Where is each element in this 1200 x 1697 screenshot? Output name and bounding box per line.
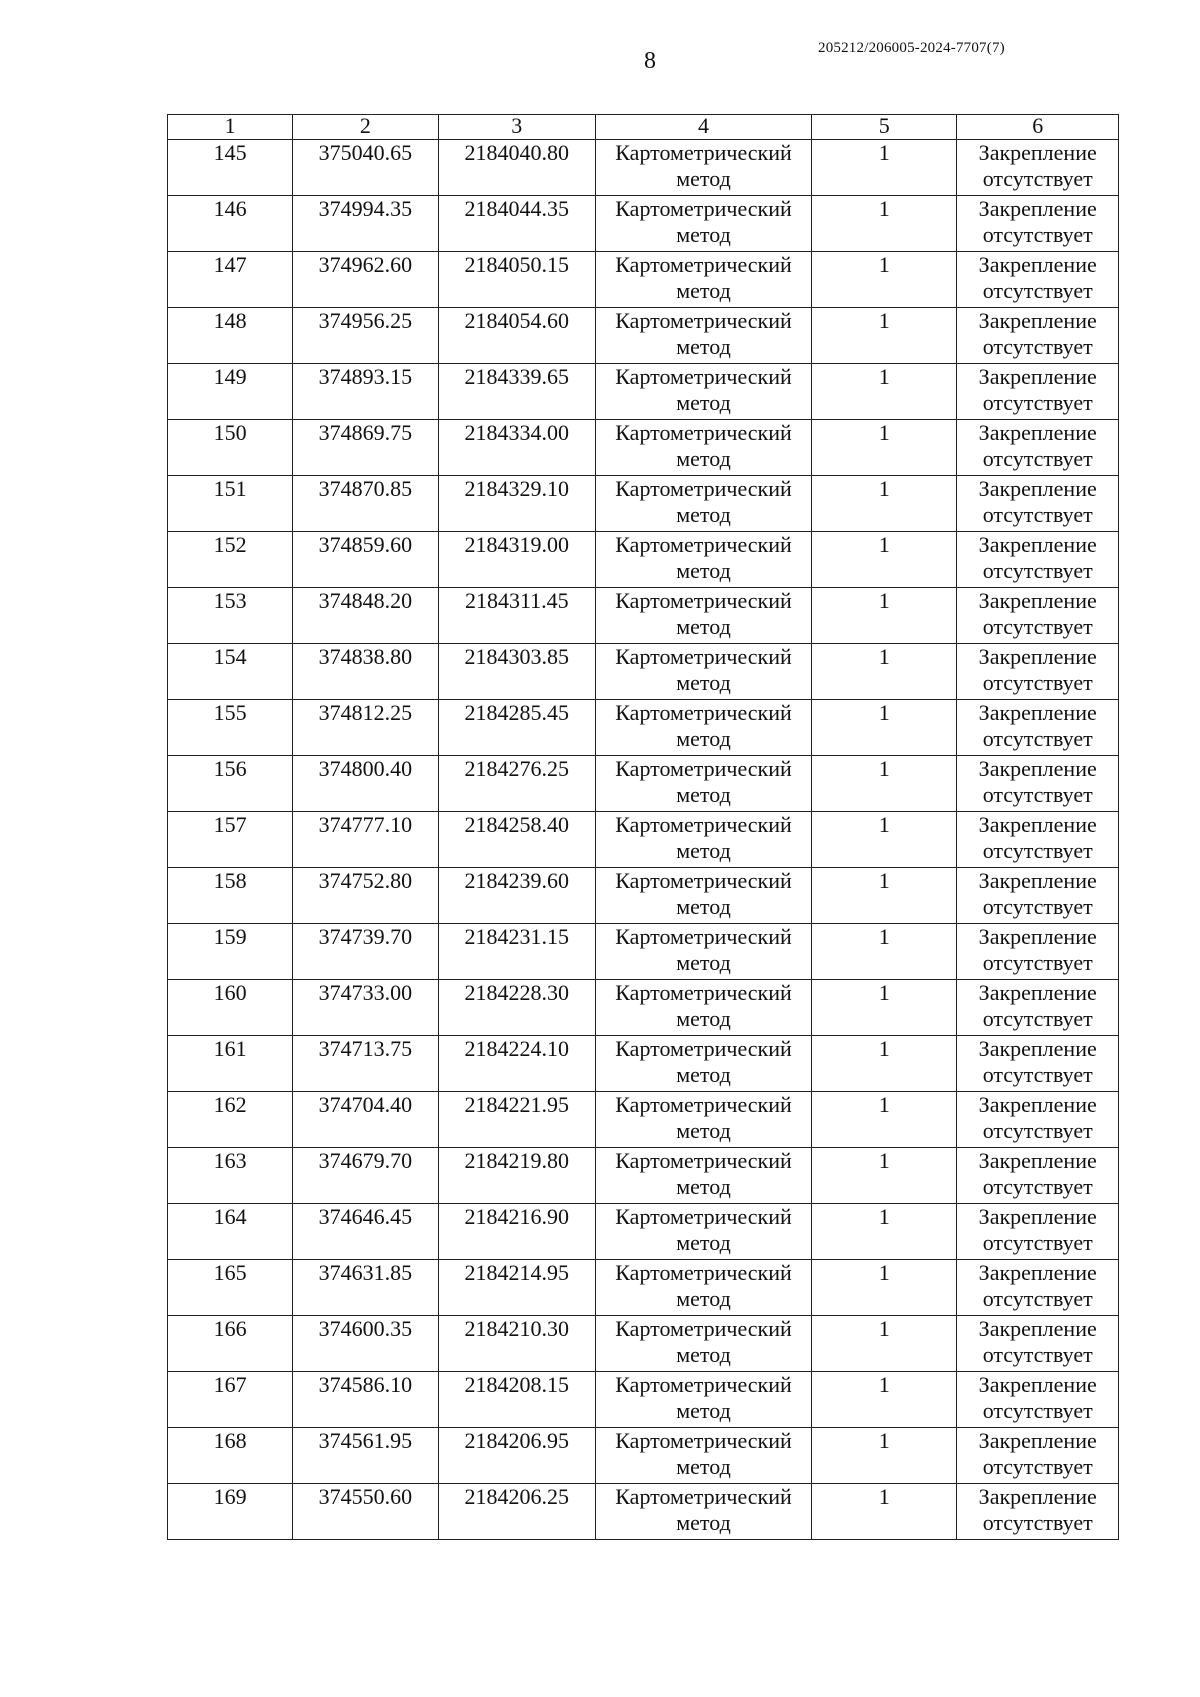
table-row bbox=[168, 1260, 1119, 1316]
point-number-cell: 159 bbox=[168, 924, 293, 980]
accuracy-cell: 1 bbox=[812, 1148, 957, 1204]
method-line-2: метод bbox=[676, 726, 731, 751]
method-line-1: Картометрический bbox=[615, 812, 792, 837]
method-line-1: Картометрический bbox=[615, 1204, 792, 1229]
coordinate-y-cell: 2184216.90 bbox=[438, 1204, 595, 1260]
coordinate-x-cell: 374752.80 bbox=[293, 868, 438, 924]
method-line-1: Картометрический bbox=[615, 1092, 792, 1117]
point-number-cell: 145 bbox=[168, 140, 293, 196]
table-row bbox=[168, 476, 1119, 532]
fixing-line-2: отсутствует bbox=[982, 726, 1093, 751]
fixing-line-1: Закрепление bbox=[978, 1204, 1097, 1229]
column-header-2: 2 bbox=[293, 115, 438, 140]
fixing-cell bbox=[957, 420, 1119, 476]
table-row bbox=[168, 1092, 1119, 1148]
point-number-cell: 166 bbox=[168, 1316, 293, 1372]
accuracy-cell: 1 bbox=[812, 980, 957, 1036]
accuracy-cell: 1 bbox=[812, 756, 957, 812]
table-row bbox=[168, 1372, 1119, 1428]
accuracy-cell: 1 bbox=[812, 364, 957, 420]
fixing-cell bbox=[957, 1092, 1119, 1148]
fixing-line-2: отсутствует bbox=[982, 446, 1093, 471]
fixing-line-1: Закрепление bbox=[978, 588, 1097, 613]
accuracy-cell: 1 bbox=[812, 476, 957, 532]
method-cell bbox=[596, 364, 812, 420]
method-cell bbox=[596, 1316, 812, 1372]
header-row bbox=[168, 115, 1119, 140]
table-row bbox=[168, 1484, 1119, 1540]
accuracy-cell: 1 bbox=[812, 1372, 957, 1428]
table-row bbox=[168, 924, 1119, 980]
fixing-line-1: Закрепление bbox=[978, 1316, 1097, 1341]
column-header-4: 4 bbox=[596, 115, 812, 140]
fixing-cell bbox=[957, 196, 1119, 252]
table-row bbox=[168, 868, 1119, 924]
method-cell bbox=[596, 252, 812, 308]
point-number-cell: 147 bbox=[168, 252, 293, 308]
method-line-1: Картометрический bbox=[615, 868, 792, 893]
coordinate-x-cell: 374600.35 bbox=[293, 1316, 438, 1372]
method-line-2: метод bbox=[676, 222, 731, 247]
method-line-1: Картометрический bbox=[615, 588, 792, 613]
point-number-cell: 151 bbox=[168, 476, 293, 532]
fixing-line-1: Закрепление bbox=[978, 1428, 1097, 1453]
point-number-cell: 160 bbox=[168, 980, 293, 1036]
fixing-line-2: отсутствует bbox=[982, 222, 1093, 247]
accuracy-cell: 1 bbox=[812, 1036, 957, 1092]
coordinate-y-cell: 2184231.15 bbox=[438, 924, 595, 980]
column-header-1: 1 bbox=[168, 115, 293, 140]
fixing-cell bbox=[957, 1036, 1119, 1092]
fixing-line-2: отсутствует bbox=[982, 166, 1093, 191]
fixing-line-2: отсутствует bbox=[982, 1230, 1093, 1255]
point-number-cell: 164 bbox=[168, 1204, 293, 1260]
table-row bbox=[168, 1428, 1119, 1484]
method-line-2: метод bbox=[676, 1398, 731, 1423]
accuracy-cell: 1 bbox=[812, 1316, 957, 1372]
accuracy-cell: 1 bbox=[812, 1484, 957, 1540]
method-line-1: Картометрический bbox=[615, 924, 792, 949]
coordinate-x-cell: 374870.85 bbox=[293, 476, 438, 532]
fixing-line-1: Закрепление bbox=[978, 924, 1097, 949]
method-line-1: Картометрический bbox=[615, 252, 792, 277]
table-row bbox=[168, 1204, 1119, 1260]
fixing-line-2: отсутствует bbox=[982, 782, 1093, 807]
accuracy-cell: 1 bbox=[812, 532, 957, 588]
table-row bbox=[168, 1036, 1119, 1092]
fixing-cell bbox=[957, 1148, 1119, 1204]
fixing-line-2: отсутствует bbox=[982, 950, 1093, 975]
fixing-line-2: отсутствует bbox=[982, 1510, 1093, 1535]
method-line-2: метод bbox=[676, 278, 731, 303]
coordinate-y-cell: 2184239.60 bbox=[438, 868, 595, 924]
fixing-line-1: Закрепление bbox=[978, 140, 1097, 165]
accuracy-cell: 1 bbox=[812, 140, 957, 196]
point-number-cell: 157 bbox=[168, 812, 293, 868]
method-line-2: метод bbox=[676, 894, 731, 919]
table-row bbox=[168, 1316, 1119, 1372]
table-body bbox=[168, 140, 1119, 1540]
fixing-line-1: Закрепление bbox=[978, 1484, 1097, 1509]
accuracy-cell: 1 bbox=[812, 812, 957, 868]
coordinate-y-cell: 2184224.10 bbox=[438, 1036, 595, 1092]
point-number-cell: 169 bbox=[168, 1484, 293, 1540]
coordinate-y-cell: 2184040.80 bbox=[438, 140, 595, 196]
method-line-1: Картометрический bbox=[615, 1428, 792, 1453]
coordinate-y-cell: 2184206.95 bbox=[438, 1428, 595, 1484]
fixing-cell bbox=[957, 532, 1119, 588]
accuracy-cell: 1 bbox=[812, 1204, 957, 1260]
method-line-2: метод bbox=[676, 1342, 731, 1367]
table-row bbox=[168, 532, 1119, 588]
fixing-line-1: Закрепление bbox=[978, 1036, 1097, 1061]
point-number-cell: 152 bbox=[168, 532, 293, 588]
fixing-line-2: отсутствует bbox=[982, 1174, 1093, 1199]
method-line-2: метод bbox=[676, 950, 731, 975]
coordinate-x-cell: 374550.60 bbox=[293, 1484, 438, 1540]
method-line-2: метод bbox=[676, 390, 731, 415]
fixing-cell bbox=[957, 1372, 1119, 1428]
coordinate-y-cell: 2184303.85 bbox=[438, 644, 595, 700]
coordinate-x-cell: 374859.60 bbox=[293, 532, 438, 588]
method-cell bbox=[596, 420, 812, 476]
coordinate-x-cell: 374739.70 bbox=[293, 924, 438, 980]
coordinate-x-cell: 374631.85 bbox=[293, 1260, 438, 1316]
coordinate-x-cell: 374869.75 bbox=[293, 420, 438, 476]
fixing-cell bbox=[957, 924, 1119, 980]
method-line-2: метод bbox=[676, 838, 731, 863]
accuracy-cell: 1 bbox=[812, 1428, 957, 1484]
table-row bbox=[168, 196, 1119, 252]
fixing-cell bbox=[957, 644, 1119, 700]
coordinate-y-cell: 2184329.10 bbox=[438, 476, 595, 532]
method-cell bbox=[596, 756, 812, 812]
method-cell bbox=[596, 980, 812, 1036]
coordinate-y-cell: 2184228.30 bbox=[438, 980, 595, 1036]
fixing-line-2: отсутствует bbox=[982, 1398, 1093, 1423]
fixing-cell bbox=[957, 364, 1119, 420]
method-line-1: Картометрический bbox=[615, 196, 792, 221]
coordinate-y-cell: 2184050.15 bbox=[438, 252, 595, 308]
point-number-cell: 153 bbox=[168, 588, 293, 644]
point-number-cell: 156 bbox=[168, 756, 293, 812]
table-row bbox=[168, 700, 1119, 756]
method-cell bbox=[596, 1428, 812, 1484]
method-cell bbox=[596, 140, 812, 196]
coordinate-y-cell: 2184276.25 bbox=[438, 756, 595, 812]
coordinate-x-cell: 374777.10 bbox=[293, 812, 438, 868]
method-line-2: метод bbox=[676, 1510, 731, 1535]
method-line-1: Картометрический bbox=[615, 1036, 792, 1061]
method-line-2: метод bbox=[676, 1118, 731, 1143]
table-row bbox=[168, 420, 1119, 476]
accuracy-cell: 1 bbox=[812, 252, 957, 308]
fixing-line-2: отсутствует bbox=[982, 1118, 1093, 1143]
fixing-cell bbox=[957, 308, 1119, 364]
method-line-1: Картометрический bbox=[615, 140, 792, 165]
method-line-1: Картометрический bbox=[615, 1260, 792, 1285]
method-line-1: Картометрический bbox=[615, 532, 792, 557]
method-line-2: метод bbox=[676, 1174, 731, 1199]
fixing-cell bbox=[957, 700, 1119, 756]
fixing-line-2: отсутствует bbox=[982, 1006, 1093, 1031]
point-number-cell: 167 bbox=[168, 1372, 293, 1428]
coordinate-x-cell: 374704.40 bbox=[293, 1092, 438, 1148]
fixing-line-1: Закрепление bbox=[978, 196, 1097, 221]
method-line-2: метод bbox=[676, 334, 731, 359]
fixing-line-2: отсутствует bbox=[982, 838, 1093, 863]
accuracy-cell: 1 bbox=[812, 588, 957, 644]
coordinate-y-cell: 2184221.95 bbox=[438, 1092, 595, 1148]
fixing-line-1: Закрепление bbox=[978, 700, 1097, 725]
method-cell bbox=[596, 1372, 812, 1428]
method-cell bbox=[596, 196, 812, 252]
fixing-line-2: отсутствует bbox=[982, 558, 1093, 583]
fixing-cell bbox=[957, 868, 1119, 924]
accuracy-cell: 1 bbox=[812, 924, 957, 980]
table-row bbox=[168, 756, 1119, 812]
table-row bbox=[168, 980, 1119, 1036]
method-line-2: метод bbox=[676, 558, 731, 583]
method-line-1: Картометрический bbox=[615, 980, 792, 1005]
coordinate-y-cell: 2184206.25 bbox=[438, 1484, 595, 1540]
fixing-cell bbox=[957, 140, 1119, 196]
fixing-line-1: Закрепление bbox=[978, 644, 1097, 669]
fixing-line-1: Закрепление bbox=[978, 532, 1097, 557]
table-row bbox=[168, 364, 1119, 420]
fixing-line-2: отсутствует bbox=[982, 1342, 1093, 1367]
coordinate-x-cell: 374561.95 bbox=[293, 1428, 438, 1484]
fixing-cell bbox=[957, 1484, 1119, 1540]
coordinate-x-cell: 374838.80 bbox=[293, 644, 438, 700]
point-number-cell: 146 bbox=[168, 196, 293, 252]
point-number-cell: 148 bbox=[168, 308, 293, 364]
coordinate-y-cell: 2184044.35 bbox=[438, 196, 595, 252]
method-cell bbox=[596, 700, 812, 756]
method-cell bbox=[596, 812, 812, 868]
column-header-6: 6 bbox=[957, 115, 1119, 140]
method-line-2: метод bbox=[676, 670, 731, 695]
method-line-2: метод bbox=[676, 614, 731, 639]
fixing-cell bbox=[957, 588, 1119, 644]
fixing-cell bbox=[957, 1204, 1119, 1260]
fixing-cell bbox=[957, 1428, 1119, 1484]
accuracy-cell: 1 bbox=[812, 868, 957, 924]
method-line-2: метод bbox=[676, 1006, 731, 1031]
point-number-cell: 165 bbox=[168, 1260, 293, 1316]
fixing-cell bbox=[957, 476, 1119, 532]
method-line-2: метод bbox=[676, 1286, 731, 1311]
accuracy-cell: 1 bbox=[812, 196, 957, 252]
point-number-cell: 158 bbox=[168, 868, 293, 924]
method-line-1: Картометрический bbox=[615, 1372, 792, 1397]
coordinate-x-cell: 374848.20 bbox=[293, 588, 438, 644]
coordinate-x-cell: 374893.15 bbox=[293, 364, 438, 420]
method-cell bbox=[596, 476, 812, 532]
fixing-line-2: отсутствует bbox=[982, 334, 1093, 359]
fixing-cell bbox=[957, 1260, 1119, 1316]
method-cell bbox=[596, 924, 812, 980]
coordinate-y-cell: 2184214.95 bbox=[438, 1260, 595, 1316]
fixing-line-2: отсутствует bbox=[982, 1062, 1093, 1087]
coordinate-x-cell: 374586.10 bbox=[293, 1372, 438, 1428]
method-line-1: Картометрический bbox=[615, 476, 792, 501]
point-number-cell: 163 bbox=[168, 1148, 293, 1204]
method-line-2: метод bbox=[676, 782, 731, 807]
fixing-line-1: Закрепление bbox=[978, 308, 1097, 333]
method-line-2: метод bbox=[676, 446, 731, 471]
coordinate-y-cell: 2184208.15 bbox=[438, 1372, 595, 1428]
fixing-line-1: Закрепление bbox=[978, 1092, 1097, 1117]
fixing-cell bbox=[957, 252, 1119, 308]
fixing-cell bbox=[957, 1316, 1119, 1372]
accuracy-cell: 1 bbox=[812, 1260, 957, 1316]
document-id: 205212/206005-2024-7707(7) bbox=[818, 40, 1005, 56]
fixing-cell bbox=[957, 756, 1119, 812]
page-number: 8 bbox=[644, 48, 656, 74]
table-row bbox=[168, 140, 1119, 196]
coordinate-x-cell: 374679.70 bbox=[293, 1148, 438, 1204]
fixing-line-2: отсутствует bbox=[982, 614, 1093, 639]
coordinate-y-cell: 2184054.60 bbox=[438, 308, 595, 364]
coordinate-x-cell: 374956.25 bbox=[293, 308, 438, 364]
method-line-1: Картометрический bbox=[615, 700, 792, 725]
column-header-3: 3 bbox=[438, 115, 595, 140]
method-line-1: Картометрический bbox=[615, 308, 792, 333]
table-row bbox=[168, 308, 1119, 364]
method-cell bbox=[596, 1036, 812, 1092]
point-number-cell: 150 bbox=[168, 420, 293, 476]
fixing-line-2: отсутствует bbox=[982, 1454, 1093, 1479]
point-number-cell: 168 bbox=[168, 1428, 293, 1484]
method-cell bbox=[596, 644, 812, 700]
method-line-1: Картометрический bbox=[615, 644, 792, 669]
table-row bbox=[168, 252, 1119, 308]
method-line-2: метод bbox=[676, 166, 731, 191]
method-line-1: Картометрический bbox=[615, 1148, 792, 1173]
coordinate-y-cell: 2184339.65 bbox=[438, 364, 595, 420]
fixing-line-2: отсутствует bbox=[982, 894, 1093, 919]
method-cell bbox=[596, 1092, 812, 1148]
fixing-line-1: Закрепление bbox=[978, 252, 1097, 277]
fixing-line-1: Закрепление bbox=[978, 1260, 1097, 1285]
method-cell bbox=[596, 308, 812, 364]
coordinate-y-cell: 2184285.45 bbox=[438, 700, 595, 756]
method-line-1: Картометрический bbox=[615, 756, 792, 781]
fixing-line-1: Закрепление bbox=[978, 980, 1097, 1005]
method-line-1: Картометрический bbox=[615, 1316, 792, 1341]
method-line-1: Картометрический bbox=[615, 1484, 792, 1509]
method-cell bbox=[596, 868, 812, 924]
method-cell bbox=[596, 1484, 812, 1540]
coordinate-x-cell: 374994.35 bbox=[293, 196, 438, 252]
coordinate-y-cell: 2184334.00 bbox=[438, 420, 595, 476]
coordinate-x-cell: 374713.75 bbox=[293, 1036, 438, 1092]
accuracy-cell: 1 bbox=[812, 644, 957, 700]
coordinate-x-cell: 375040.65 bbox=[293, 140, 438, 196]
fixing-line-2: отсутствует bbox=[982, 390, 1093, 415]
fixing-line-1: Закрепление bbox=[978, 868, 1097, 893]
fixing-line-1: Закрепление bbox=[978, 1372, 1097, 1397]
coordinate-x-cell: 374962.60 bbox=[293, 252, 438, 308]
fixing-line-2: отсутствует bbox=[982, 670, 1093, 695]
method-line-2: метод bbox=[676, 1454, 731, 1479]
point-number-cell: 154 bbox=[168, 644, 293, 700]
column-header-5: 5 bbox=[812, 115, 957, 140]
method-cell bbox=[596, 1148, 812, 1204]
coordinate-x-cell: 374800.40 bbox=[293, 756, 438, 812]
fixing-cell bbox=[957, 980, 1119, 1036]
fixing-line-1: Закрепление bbox=[978, 476, 1097, 501]
coordinate-x-cell: 374812.25 bbox=[293, 700, 438, 756]
method-line-2: метод bbox=[676, 502, 731, 527]
coordinate-y-cell: 2184258.40 bbox=[438, 812, 595, 868]
method-line-1: Картометрический bbox=[615, 364, 792, 389]
method-line-1: Картометрический bbox=[615, 420, 792, 445]
coordinate-y-cell: 2184219.80 bbox=[438, 1148, 595, 1204]
fixing-line-1: Закрепление bbox=[978, 756, 1097, 781]
table-row bbox=[168, 812, 1119, 868]
accuracy-cell: 1 bbox=[812, 420, 957, 476]
table-row bbox=[168, 1148, 1119, 1204]
coordinate-y-cell: 2184210.30 bbox=[438, 1316, 595, 1372]
coordinates-table bbox=[167, 114, 1119, 1540]
coordinate-x-cell: 374646.45 bbox=[293, 1204, 438, 1260]
method-line-2: метод bbox=[676, 1230, 731, 1255]
method-cell bbox=[596, 532, 812, 588]
method-line-2: метод bbox=[676, 1062, 731, 1087]
coordinate-x-cell: 374733.00 bbox=[293, 980, 438, 1036]
method-cell bbox=[596, 1260, 812, 1316]
fixing-line-2: отсутствует bbox=[982, 1286, 1093, 1311]
accuracy-cell: 1 bbox=[812, 1092, 957, 1148]
fixing-line-1: Закрепление bbox=[978, 812, 1097, 837]
accuracy-cell: 1 bbox=[812, 308, 957, 364]
point-number-cell: 155 bbox=[168, 700, 293, 756]
coordinate-y-cell: 2184319.00 bbox=[438, 532, 595, 588]
point-number-cell: 162 bbox=[168, 1092, 293, 1148]
coordinate-y-cell: 2184311.45 bbox=[438, 588, 595, 644]
fixing-line-1: Закрепление bbox=[978, 1148, 1097, 1173]
accuracy-cell: 1 bbox=[812, 700, 957, 756]
point-number-cell: 161 bbox=[168, 1036, 293, 1092]
table-row bbox=[168, 644, 1119, 700]
fixing-line-1: Закрепление bbox=[978, 420, 1097, 445]
method-cell bbox=[596, 1204, 812, 1260]
fixing-cell bbox=[957, 812, 1119, 868]
fixing-line-2: отсутствует bbox=[982, 502, 1093, 527]
fixing-line-1: Закрепление bbox=[978, 364, 1097, 389]
table-header bbox=[168, 115, 1119, 140]
fixing-line-2: отсутствует bbox=[982, 278, 1093, 303]
table-row bbox=[168, 588, 1119, 644]
method-cell bbox=[596, 588, 812, 644]
point-number-cell: 149 bbox=[168, 364, 293, 420]
